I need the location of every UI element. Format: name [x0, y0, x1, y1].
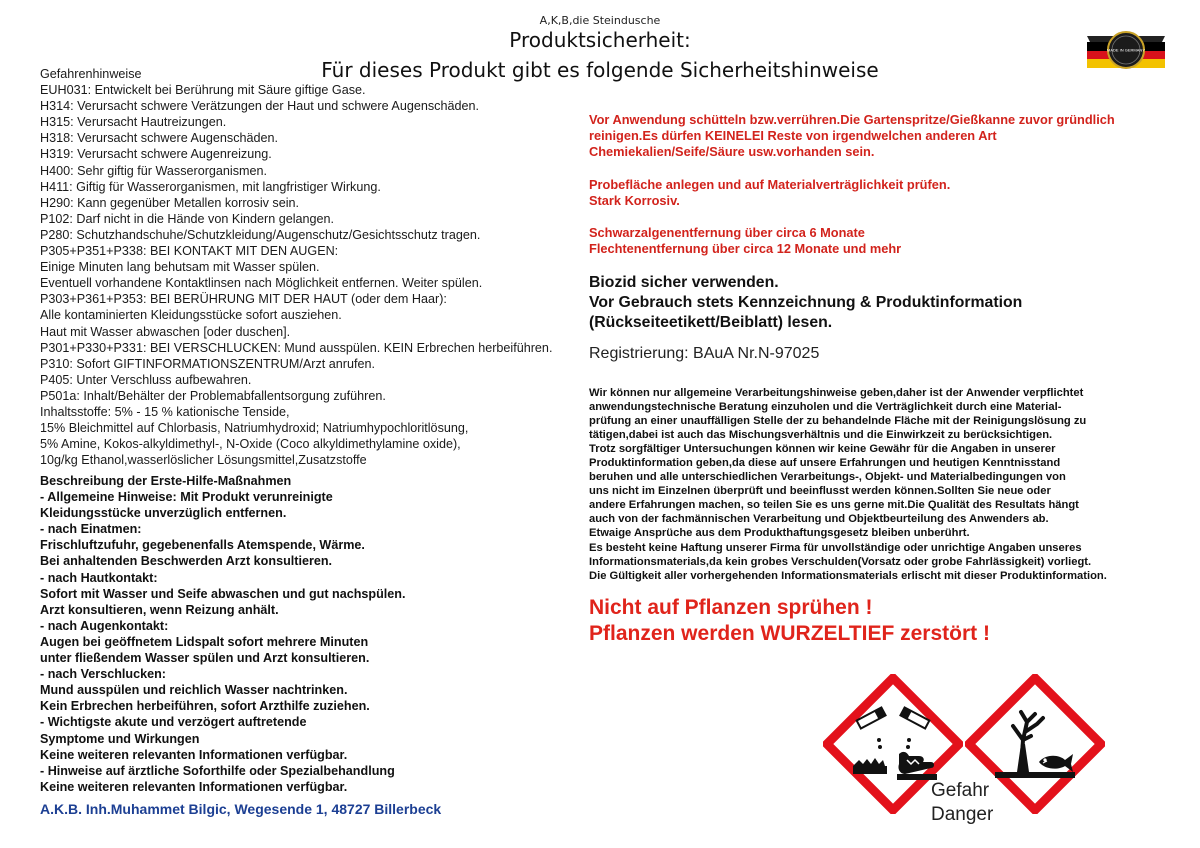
- disclaimer-line: beruhen und alle unterschiedlichen Verarbeitungs-, Objekt- und Materialbedingungen von: [589, 471, 1066, 484]
- usage-line: Stark Korrosiv.: [589, 193, 680, 209]
- hazard-line: Eventuell vorhandene Kontaktlinsen nach Möglichkeit entfernen. Weiter spülen.: [40, 276, 483, 291]
- hazard-line: 10g/kg Ethanol,wasserlöslicher Lösungsmittel,Zusatzstoffe: [40, 453, 367, 468]
- company-address: A.K.B. Inh.Muhammet Bilgic, Wegesende 1, 48727 Billerbeck: [40, 801, 442, 817]
- signal-word: [931, 779, 993, 827]
- first-aid-line: Keine weiteren relevanten Informationen verfügbar.: [40, 747, 348, 762]
- first-aid-line: Bei anhaltenden Beschwerden Arzt konsultieren.: [40, 554, 333, 569]
- disclaimer-paragraph: [589, 386, 1179, 583]
- first-aid-line: - nach Einatmen:: [40, 522, 142, 537]
- warning-line: Pflanzen werden WURZELTIEF zerstört !: [589, 622, 990, 645]
- hazard-line: P102: Darf nicht in die Hände von Kindern gelangen.: [40, 211, 335, 226]
- first-aid-line: - nach Augenkontakt:: [40, 618, 169, 633]
- biocide-line: Vor Gebrauch stets Kennzeichnung & Produktinformation: [589, 294, 1023, 311]
- first-aid-line: - nach Verschlucken:: [40, 667, 166, 682]
- badge-text: MADE IN GERMANY: [1106, 47, 1146, 53]
- first-aid-line: Sofort mit Wasser und Seife abwaschen und gut nachspülen.: [40, 586, 406, 601]
- disclaimer-line: andere Erfahrungen machen, so teilen Sie es uns gerne mit.Die Qualität des Resultats hängt: [589, 499, 1079, 512]
- usage-line: Schwarzalgenentfernung über circa 6 Monate: [589, 225, 865, 240]
- hazard-line: P280: Schutzhandschuhe/Schutzkleidung/Augenschutz/Gesichtsschutz tragen.: [40, 227, 481, 242]
- first-aid-line: Kleidungsstücke unverzüglich entfernen.: [40, 506, 287, 521]
- removal-duration-note: [589, 225, 1169, 257]
- hazard-line: Alle kontaminierten Kleidungsstücke sofort ausziehen.: [40, 308, 342, 323]
- page-title: Produktsicherheit:: [509, 28, 691, 52]
- disclaimer-line: prüfung an einer unauffälligen Stelle der zu behandelnde Fläche mit der Reinigungslösung zu: [589, 415, 1087, 428]
- hazard-line: H319: Verursacht schwere Augenreizung.: [40, 147, 272, 162]
- disclaimer-line: Wir können nur allgemeine Verarbeitungshinweise geben,daher ist der Anwender verpflichtet: [589, 387, 1084, 399]
- usage-line: reinigen.Es dürfen KEINELEI Reste von irgendwelchen anderen Art: [589, 128, 997, 144]
- disclaimer-line: tätigen,dabei ist auch das Mischungsverhältnis und die Einwirkzeit zu berücksichtigen.: [589, 429, 1053, 442]
- hazard-line: P301+P330+P331: BEI VERSCHLUCKEN: Mund ausspülen. KEIN Erbrechen herbeiführen.: [40, 340, 553, 355]
- disclaimer-line: Trotz sorgfältiger Untersuchungen können wir keine Gewähr für die Angaben in unserer: [589, 443, 1056, 456]
- usage-line: Probefläche anlegen und auf Materialverträglichkeit prüfen.: [589, 177, 951, 192]
- hazard-line: H314: Verursacht schwere Verätzungen der Haut und schwere Augenschäden.: [40, 99, 479, 114]
- first-aid-line: Beschreibung der Erste-Hilfe-Maßnahmen: [40, 474, 292, 488]
- first-aid-line: Arzt konsultieren, wenn Reizung anhält.: [40, 602, 279, 617]
- disclaimer-line: Es besteht keine Haftung unserer Firma für unvollständige oder unrichtige Angaben unseres: [589, 541, 1082, 554]
- hazard-line: P405: Unter Verschluss aufbewahren.: [40, 372, 252, 387]
- disclaimer-line: Die Gültigkeit aller vorhergehenden Informationsmaterials erlischt mit dieser Produktinformation.: [589, 569, 1107, 582]
- disclaimer-line: auch von der fachmännischen Verarbeitung und Objektbeurteilung des Anwenders ab.: [589, 513, 1049, 526]
- made-in-germany-badge-icon: [1083, 28, 1169, 72]
- hazard-line: P305+P351+P338: BEI KONTAKT MIT DEN AUGEN:: [40, 244, 339, 259]
- hazard-line: Inhaltsstoffe: 5% - 15 % kationische Tenside,: [40, 404, 290, 419]
- hazard-line: H411: Giftig für Wasserorganismen, mit langfristiger Wirkung.: [40, 179, 381, 194]
- disclaimer-line: uns nicht im Einzelnen überprüft und beeinflusst werden können.Sollten Sie neue oder: [589, 485, 1051, 498]
- brand-name: A,K,B,die Steindusche: [539, 14, 661, 27]
- first-aid-line: Mund ausspülen und reichlich Wasser nachtrinken.: [40, 683, 348, 698]
- first-aid-line: - Wichtigste akute und verzögert auftretende: [40, 715, 307, 730]
- disclaimer-line: Informationsmaterials,da kein grobes Verschulden(Vorsatz oder grobe Fahrlässigkeit) vorliegt.: [589, 555, 1092, 568]
- biocide-line: (Rückseiteetikett/Beiblatt) lesen.: [589, 314, 833, 331]
- plant-warning: [589, 595, 990, 647]
- first-aid-line: Symptome und Wirkungen: [40, 731, 200, 746]
- hazard-line: H400: Sehr giftig für Wasserorganismen.: [40, 163, 268, 178]
- test-area-note: [589, 177, 1169, 209]
- first-aid-line: - Hinweise auf ärztliche Soforthilfe oder Spezialbehandlung: [40, 763, 395, 778]
- biocide-notice: [589, 273, 1169, 333]
- page-subtitle: Für dieses Produkt gibt es folgende Sicherheitshinweise: [321, 58, 879, 82]
- usage-instructions: [589, 112, 1169, 161]
- first-aid-line: unter fließendem Wasser spülen und Arzt konsultieren.: [40, 651, 370, 666]
- first-aid-line: Augen bei geöffnetem Lidspalt sofort mehrere Minuten: [40, 634, 369, 649]
- hazard-line: 5% Amine, Kokos-alkyldimethyl-, N-Oxide (Coco alkyldimethylamine oxide),: [40, 437, 461, 452]
- registration-number: Registrierung: BAuA Nr.N-97025: [589, 345, 820, 362]
- hazard-statements: [40, 66, 580, 468]
- hazard-line: EUH031: Entwickelt bei Berührung mit Säure giftige Gase.: [40, 83, 366, 98]
- usage-line: Flechtenentfernung über circa 12 Monate und mehr: [589, 241, 902, 257]
- disclaimer-line: Etwaige Ansprüche aus dem Produkthaftungsgesetz bleiben unberührt.: [589, 527, 970, 540]
- usage-line: Vor Anwendung schütteln bzw.verrühren.Die Gartenspritze/Gießkanne zuvor gründlich: [589, 112, 1115, 127]
- hazard-line: H315: Verursacht Hautreizungen.: [40, 115, 227, 130]
- hazard-line: H318: Verursacht schwere Augenschäden.: [40, 131, 279, 146]
- usage-line: Chemiekalien/Seife/Säure usw.vorhanden sein.: [589, 144, 875, 160]
- first-aid-line: - nach Hautkontakt:: [40, 570, 158, 585]
- warning-line: Nicht auf Pflanzen sprühen !: [589, 596, 873, 619]
- hazard-line: P303+P361+P353: BEI BERÜHRUNG MIT DER HAUT (oder dem Haar):: [40, 292, 447, 307]
- disclaimer-line: Produktinformation geben,da diese auf unsere Erfahrungen und heutigen Kenntnisstand: [589, 457, 1061, 470]
- first-aid-line: Frischluftzufuhr, gegebenenfalls Atemspende, Wärme.: [40, 538, 365, 553]
- first-aid-line: Kein Erbrechen herbeiführen, sofort Arzthilfe zuziehen.: [40, 699, 370, 714]
- hazard-line: 15% Bleichmittel auf Chlorbasis, Natriumhydroxid; Natriumhypochloritlösung,: [40, 421, 469, 436]
- biocide-line: Biozid sicher verwenden.: [589, 274, 779, 291]
- first-aid-line: - Allgemeine Hinweise: Mit Produkt verunreinigte: [40, 490, 333, 505]
- hazard-line: P310: Sofort GIFTINFORMATIONSZENTRUM/Arzt anrufen.: [40, 356, 375, 371]
- disclaimer-line: anwendungstechnische Beratung einzuholen und die Verträglichkeit durch eine Material-: [589, 401, 1062, 414]
- hazard-line: H290: Kann gegenüber Metallen korrosiv sein.: [40, 195, 300, 210]
- hazard-line: Haut mit Wasser abwaschen [oder duschen].: [40, 324, 291, 339]
- signal-word-en: Danger: [931, 804, 994, 825]
- hazard-line: Gefahrenhinweise: [40, 67, 142, 81]
- hazard-line: Einige Minuten lang behutsam mit Wasser spülen.: [40, 260, 320, 275]
- first-aid-line: Keine weiteren relevanten Informationen verfügbar.: [40, 779, 348, 794]
- hazard-line: P501a: Inhalt/Behälter der Problemabfallentsorgung zuführen.: [40, 388, 386, 403]
- signal-word-de: Gefahr: [931, 780, 990, 801]
- first-aid-section: [40, 473, 580, 795]
